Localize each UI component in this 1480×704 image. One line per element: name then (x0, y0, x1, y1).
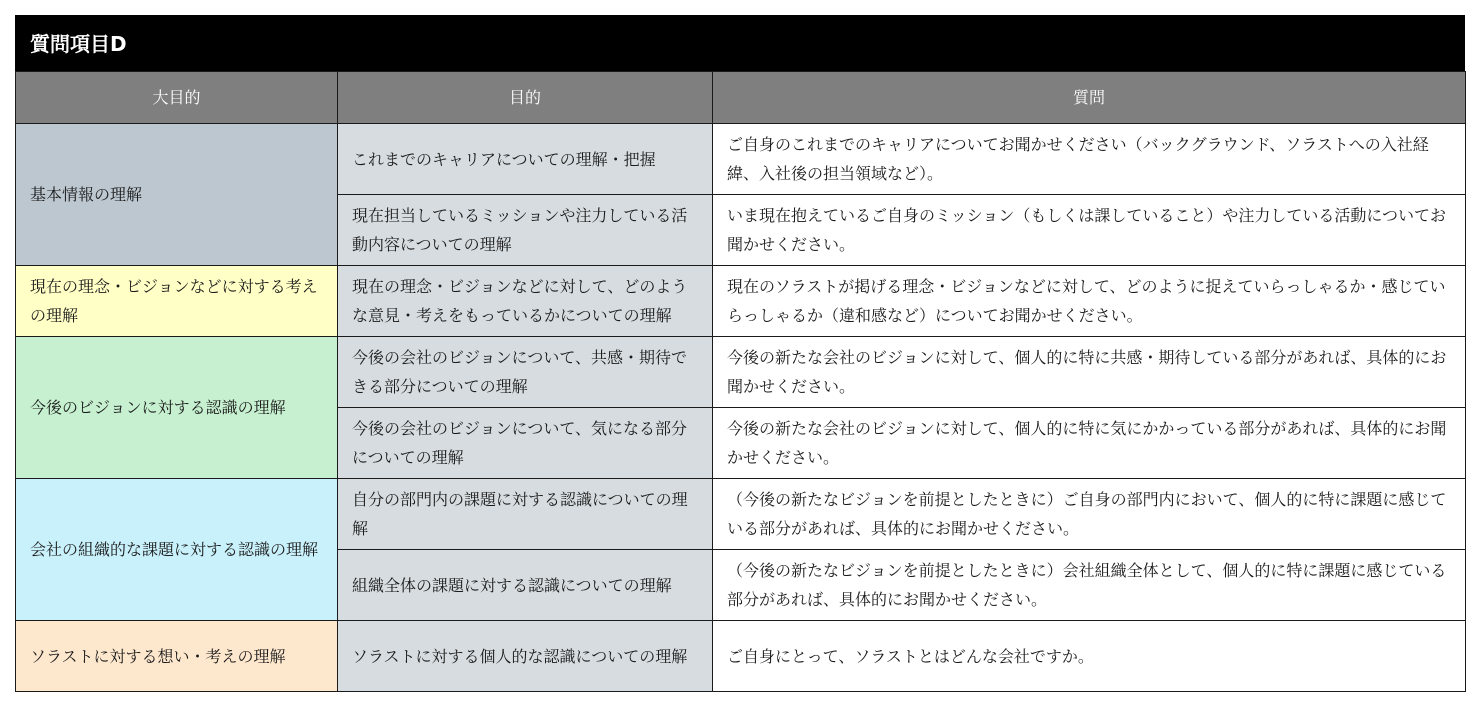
purpose-cell: ソラストに対する個人的な認識についての理解 (338, 621, 713, 692)
header-purpose: 目的 (338, 72, 713, 124)
major-purpose-current-vision: 現在の理念・ビジョンなどに対する考えの理解 (16, 266, 338, 337)
table-row (16, 479, 1466, 550)
purpose-cell: 組織全体の課題に対する認識についての理解 (338, 550, 713, 621)
question-cell: （今後の新たなビジョンを前提としたときに）ご自身の部門内において、個人的に特に課題に感じている部分があれば、具体的にお聞かせください。 (713, 479, 1466, 550)
table-row (16, 124, 1466, 195)
purpose-cell: これまでのキャリアについての理解・把握 (338, 124, 713, 195)
purpose-cell: 自分の部門内の課題に対する認識についての理解 (338, 479, 713, 550)
question-cell: 今後の新たな会社のビジョンに対して、個人的に特に共感・期待している部分があれば、具体的にお聞かせください。 (713, 337, 1466, 408)
header-question: 質問 (713, 72, 1466, 124)
major-purpose-sorast-thoughts: ソラストに対する想い・考えの理解 (16, 621, 338, 692)
major-purpose-future-vision: 今後のビジョンに対する認識の理解 (16, 337, 338, 479)
header-major-purpose: 大目的 (16, 72, 338, 124)
header-row (16, 72, 1466, 124)
purpose-cell: 今後の会社のビジョンについて、気になる部分についての理解 (338, 408, 713, 479)
table-row (16, 337, 1466, 408)
question-table (15, 71, 1466, 692)
table-row (16, 621, 1466, 692)
question-cell: ご自身にとって、ソラストとはどんな会社ですか。 (713, 621, 1466, 692)
question-cell: いま現在抱えているご自身のミッション（もしくは課していること）や注力している活動についてお聞かせください。 (713, 195, 1466, 266)
question-cell: 今後の新たな会社のビジョンに対して、個人的に特に気にかかっている部分があれば、具体的にお聞かせください。 (713, 408, 1466, 479)
question-cell: ご自身のこれまでのキャリアについてお聞かせください（バックグラウンド、ソラストへの入社経緯、入社後の担当領域など）。 (713, 124, 1466, 195)
purpose-cell: 現在の理念・ビジョンなどに対して、どのような意見・考えをもっているかについての理解 (338, 266, 713, 337)
question-cell: 現在のソラストが掲げる理念・ビジョンなどに対して、どのように捉えていらっしゃるか・感じていらっしゃるか（違和感など）についてお聞かせください。 (713, 266, 1466, 337)
major-purpose-org-issues: 会社の組織的な課題に対する認識の理解 (16, 479, 338, 621)
major-purpose-basic-info: 基本情報の理解 (16, 124, 338, 266)
purpose-cell: 現在担当しているミッションや注力している活動内容についての理解 (338, 195, 713, 266)
table-title: 質問項目D (15, 15, 1465, 71)
purpose-cell: 今後の会社のビジョンについて、共感・期待できる部分についての理解 (338, 337, 713, 408)
table-row (16, 266, 1466, 337)
question-table-container (15, 15, 1465, 692)
question-cell: （今後の新たなビジョンを前提としたときに）会社組織全体として、個人的に特に課題に感じている部分があれば、具体的にお聞かせください。 (713, 550, 1466, 621)
